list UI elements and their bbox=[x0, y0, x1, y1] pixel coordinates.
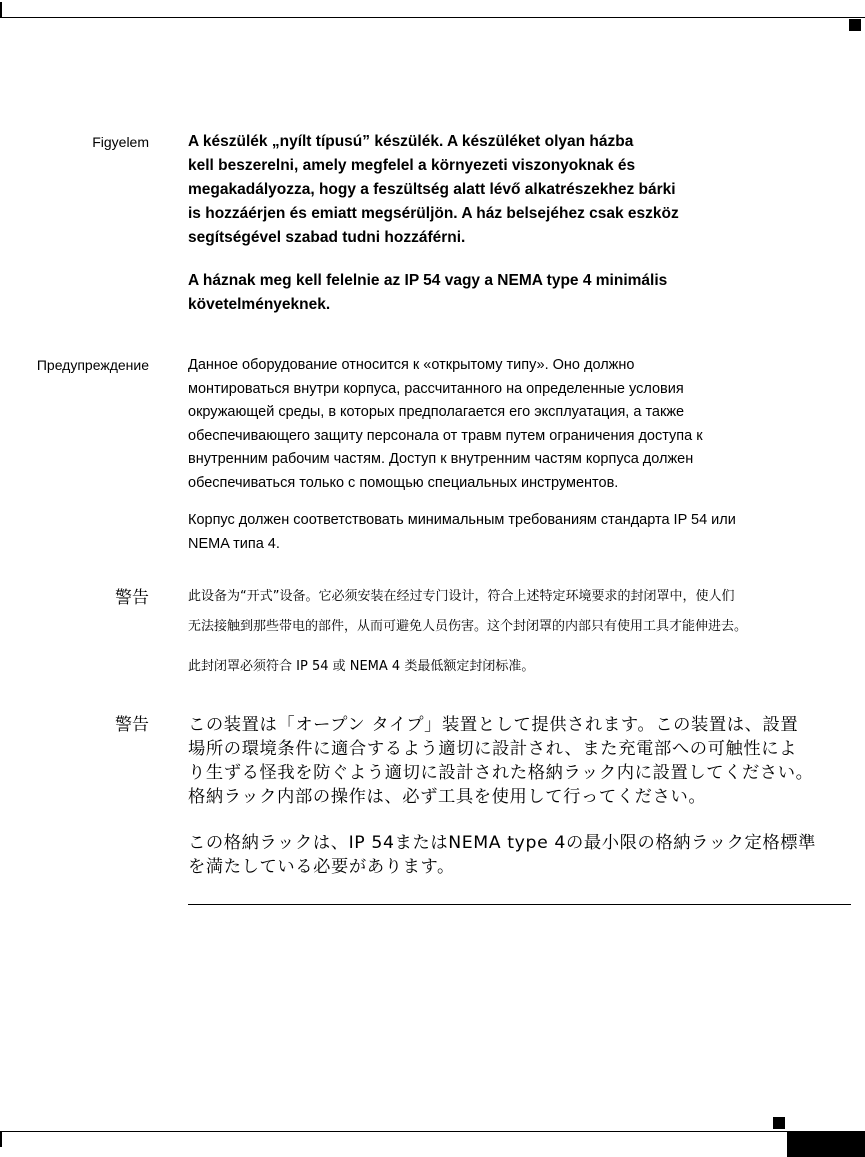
text-line: megakadályozza, hogy a feszültség alatt lévő alkatrészekhez bárki bbox=[188, 181, 676, 198]
text-line: A háznak meg kell felelnie az IP 54 vagy a NEMA type 4 minimális bbox=[188, 272, 668, 289]
footer-page-tab bbox=[787, 1131, 865, 1157]
text-line: követelményeknek. bbox=[188, 296, 331, 313]
text-line: монтироваться внутри корпуса, рассчитанного на определенные условия bbox=[188, 380, 684, 397]
warning-label-russian: Предупреждение bbox=[36, 357, 149, 373]
text-line: この格納ラックは、IP 54またはNEMA type 4の最小限の格納ラック定格標準 bbox=[188, 833, 816, 853]
text-line: り生ずる怪我を防ぐよう適切に設計された格納ラック内に設置してください。 bbox=[188, 763, 814, 783]
warning-text-chinese-1 bbox=[188, 582, 850, 642]
text-line: Данное оборудование относится к «открытому типу». Оно должно bbox=[188, 357, 635, 373]
text-line: 格納ラック内部の操作は、必ず工具を使用して行ってください。 bbox=[188, 787, 707, 807]
text-line: окружающей среды, в которых предполагается его эксплуатация, а также bbox=[188, 404, 685, 420]
text-line: kell beszerelni, amely megfelel a környezeti viszonyoknak és bbox=[188, 157, 636, 174]
warning-text-hungarian-2 bbox=[188, 269, 850, 317]
warning-text-russian-2 bbox=[188, 509, 850, 556]
warning-label-japanese: 警告 bbox=[115, 715, 149, 735]
warning-label-chinese: 警告 bbox=[115, 588, 149, 608]
text-line: 此设备为“开式”设备。它必须安装在经过专门设计，符合上述特定环境要求的封闭罩中，使人们 bbox=[188, 589, 735, 604]
header-rule bbox=[0, 17, 865, 18]
warning-text-hungarian-1 bbox=[188, 130, 850, 250]
text-line: この装置は「オープン タイプ」装置として提供されます。この装置は、設置 bbox=[188, 715, 799, 735]
footer-rule bbox=[0, 1131, 865, 1132]
text-line: A készülék „nyílt típusú” készülék. A készüléket olyan házba bbox=[188, 133, 634, 150]
text-line: 場所の環境条件に適合するよう適切に設計され、また充電部への可触性によ bbox=[188, 739, 798, 759]
text-line: を満たしている必要があります。 bbox=[188, 857, 455, 877]
warning-text-russian-1 bbox=[188, 354, 850, 495]
footer-left-tick bbox=[0, 1131, 2, 1147]
header-corner-marker bbox=[849, 19, 861, 31]
footer-marker bbox=[773, 1117, 785, 1129]
text-line: обеспечиваться только с помощью специальных инструментов. bbox=[188, 474, 619, 491]
text-line: NEMA типа 4. bbox=[188, 535, 280, 552]
text-line: внутренним рабочим частям. Доступ к внутренним частям корпуса должен bbox=[188, 451, 694, 467]
text-line: segítségével szabad tudni hozzáférni. bbox=[188, 229, 466, 246]
text-line: 无法接触到那些带电的部件，从而可避免人员伤害。这个封闭罩的内部只有使用工具才能伸进去。 bbox=[188, 619, 748, 634]
warning-label-hungarian: Figyelem bbox=[92, 134, 149, 150]
text-line: 此封闭罩必须符合 IP 54 或 NEMA 4 类最低额定封闭标准。 bbox=[188, 659, 535, 674]
warning-text-japanese-2 bbox=[188, 831, 850, 879]
text-line: is hozzáérjen és emiatt megsérüljön. A ház belsejéhez csak eszköz bbox=[188, 205, 679, 222]
warning-text-chinese-2 bbox=[188, 652, 850, 682]
warning-text-japanese-1 bbox=[188, 713, 850, 809]
header-left-tick bbox=[0, 2, 2, 18]
section-end-rule bbox=[188, 904, 851, 905]
text-line: Корпус должен соответствовать минимальным требованиям стандарта IP 54 или bbox=[188, 512, 736, 528]
text-line: обеспечивающего защиту персонала от травм путем ограничения доступа к bbox=[188, 427, 703, 444]
